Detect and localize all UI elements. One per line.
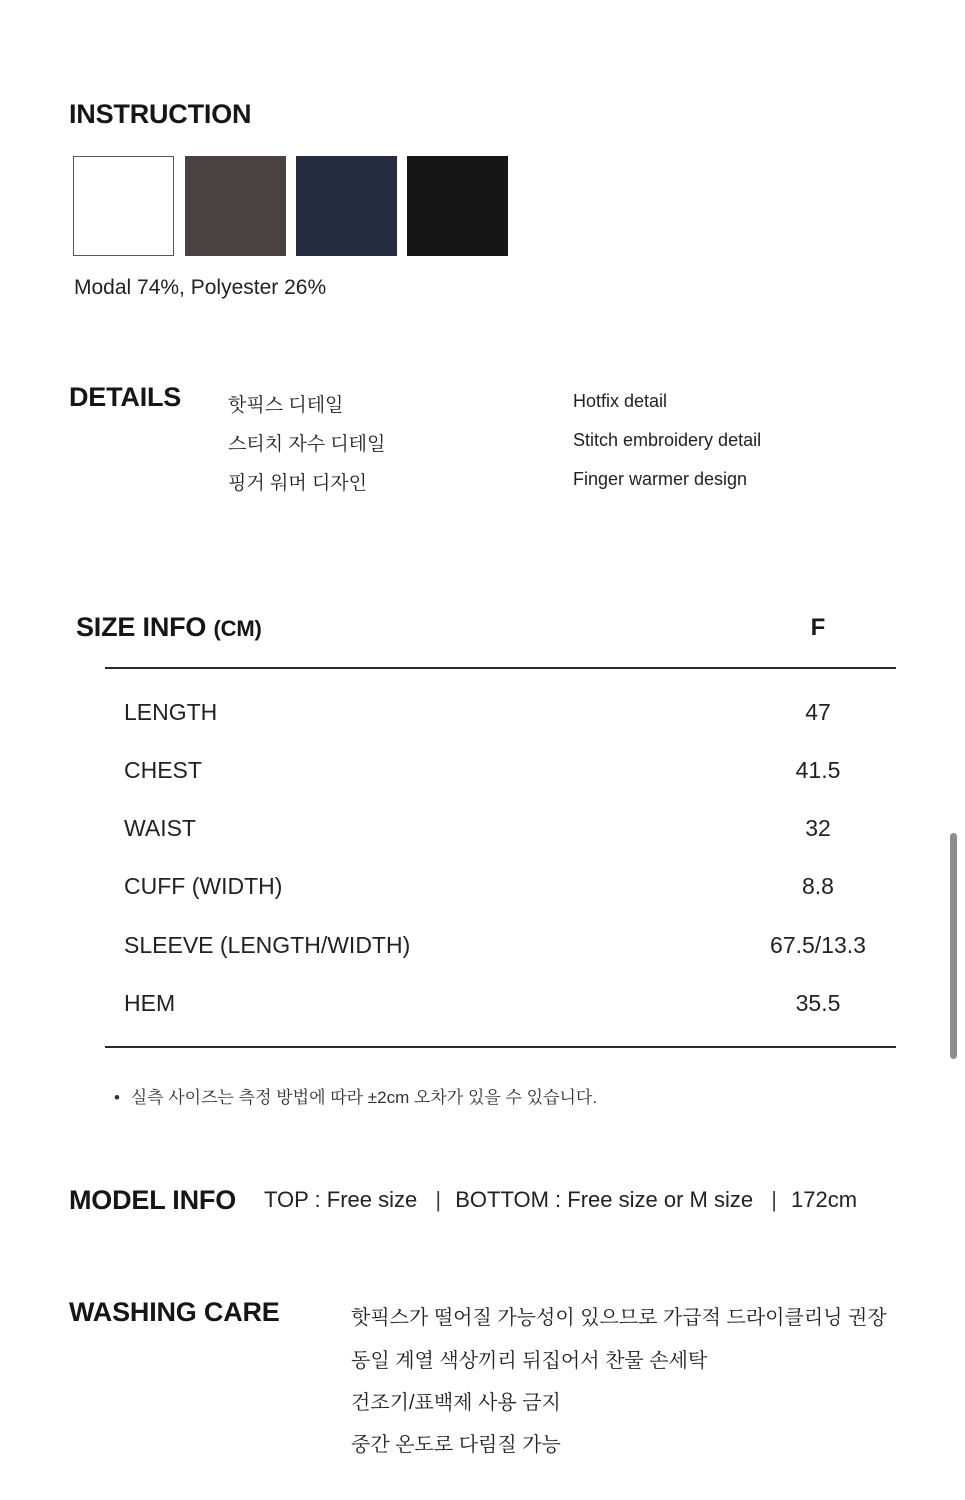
table-top-divider	[105, 667, 896, 669]
size-row-label: LENGTH	[124, 699, 218, 725]
size-row-label: SLEEVE (LENGTH/WIDTH)	[124, 932, 411, 958]
model-info-title: MODEL INFO	[69, 1185, 237, 1215]
bullet-icon: •	[114, 1088, 120, 1107]
color-swatch-navy	[296, 156, 397, 256]
detail-item-kr: 스티치 자수 디테일	[228, 434, 386, 455]
size-row-label: HEM	[124, 990, 176, 1016]
color-swatch-brown	[185, 156, 286, 256]
model-height: 172cm	[791, 1187, 858, 1212]
detail-item-en: Finger warmer design	[573, 469, 748, 489]
detail-item-kr: 핫픽스 디테일	[228, 395, 344, 416]
details-title: DETAILS	[69, 382, 182, 412]
size-info-unit: (CM)	[213, 616, 262, 641]
instruction-title: INSTRUCTION	[69, 99, 252, 129]
size-note-text: 실측 사이즈는 측정 방법에 따라 ±2cm 오차가 있을 수 있습니다.	[130, 1088, 598, 1107]
washing-care-title: WASHING CARE	[69, 1297, 280, 1327]
model-top-size: TOP : Free size	[264, 1187, 418, 1212]
size-row-value: 47	[805, 699, 831, 725]
washing-care-line: 동일 계열 색상끼리 뒤집어서 찬물 손세탁	[351, 1350, 708, 1372]
table-bottom-divider	[105, 1046, 896, 1048]
color-swatch-black	[407, 156, 508, 256]
scrollbar-thumb[interactable]	[950, 833, 957, 1059]
model-info-values	[264, 1187, 857, 1213]
size-row-label: CHEST	[124, 757, 202, 783]
color-swatch-white	[73, 156, 174, 256]
separator: |	[435, 1187, 442, 1212]
size-column-header: F	[810, 614, 826, 641]
size-row-value: 35.5	[795, 990, 841, 1016]
size-row-value: 8.8	[802, 873, 834, 899]
detail-item-en: Stitch embroidery detail	[573, 430, 762, 450]
size-row-value: 41.5	[795, 757, 841, 783]
washing-care-line: 건조기/표백제 사용 금지	[351, 1392, 561, 1414]
detail-item-kr: 핑거 워머 디자인	[228, 473, 368, 494]
washing-care-line: 중간 온도로 다림질 가능	[351, 1434, 561, 1456]
size-note	[114, 1083, 597, 1108]
material-composition: Modal 74%, Polyester 26%	[74, 276, 327, 299]
washing-care-line: 핫픽스가 떨어질 가능성이 있으므로 가급적 드라이클리닝 권장	[351, 1307, 887, 1329]
model-bottom-size: BOTTOM : Free size or M size	[455, 1187, 754, 1212]
size-row-label: CUFF (WIDTH)	[124, 873, 283, 899]
size-info-title: SIZE INFO	[76, 612, 207, 642]
separator: |	[771, 1187, 777, 1212]
size-row-label: WAIST	[124, 815, 196, 841]
detail-item-en: Hotfix detail	[573, 391, 668, 411]
size-row-value: 67.5/13.3	[770, 932, 866, 958]
size-row-value: 32	[805, 815, 831, 841]
size-info-heading	[76, 612, 262, 643]
